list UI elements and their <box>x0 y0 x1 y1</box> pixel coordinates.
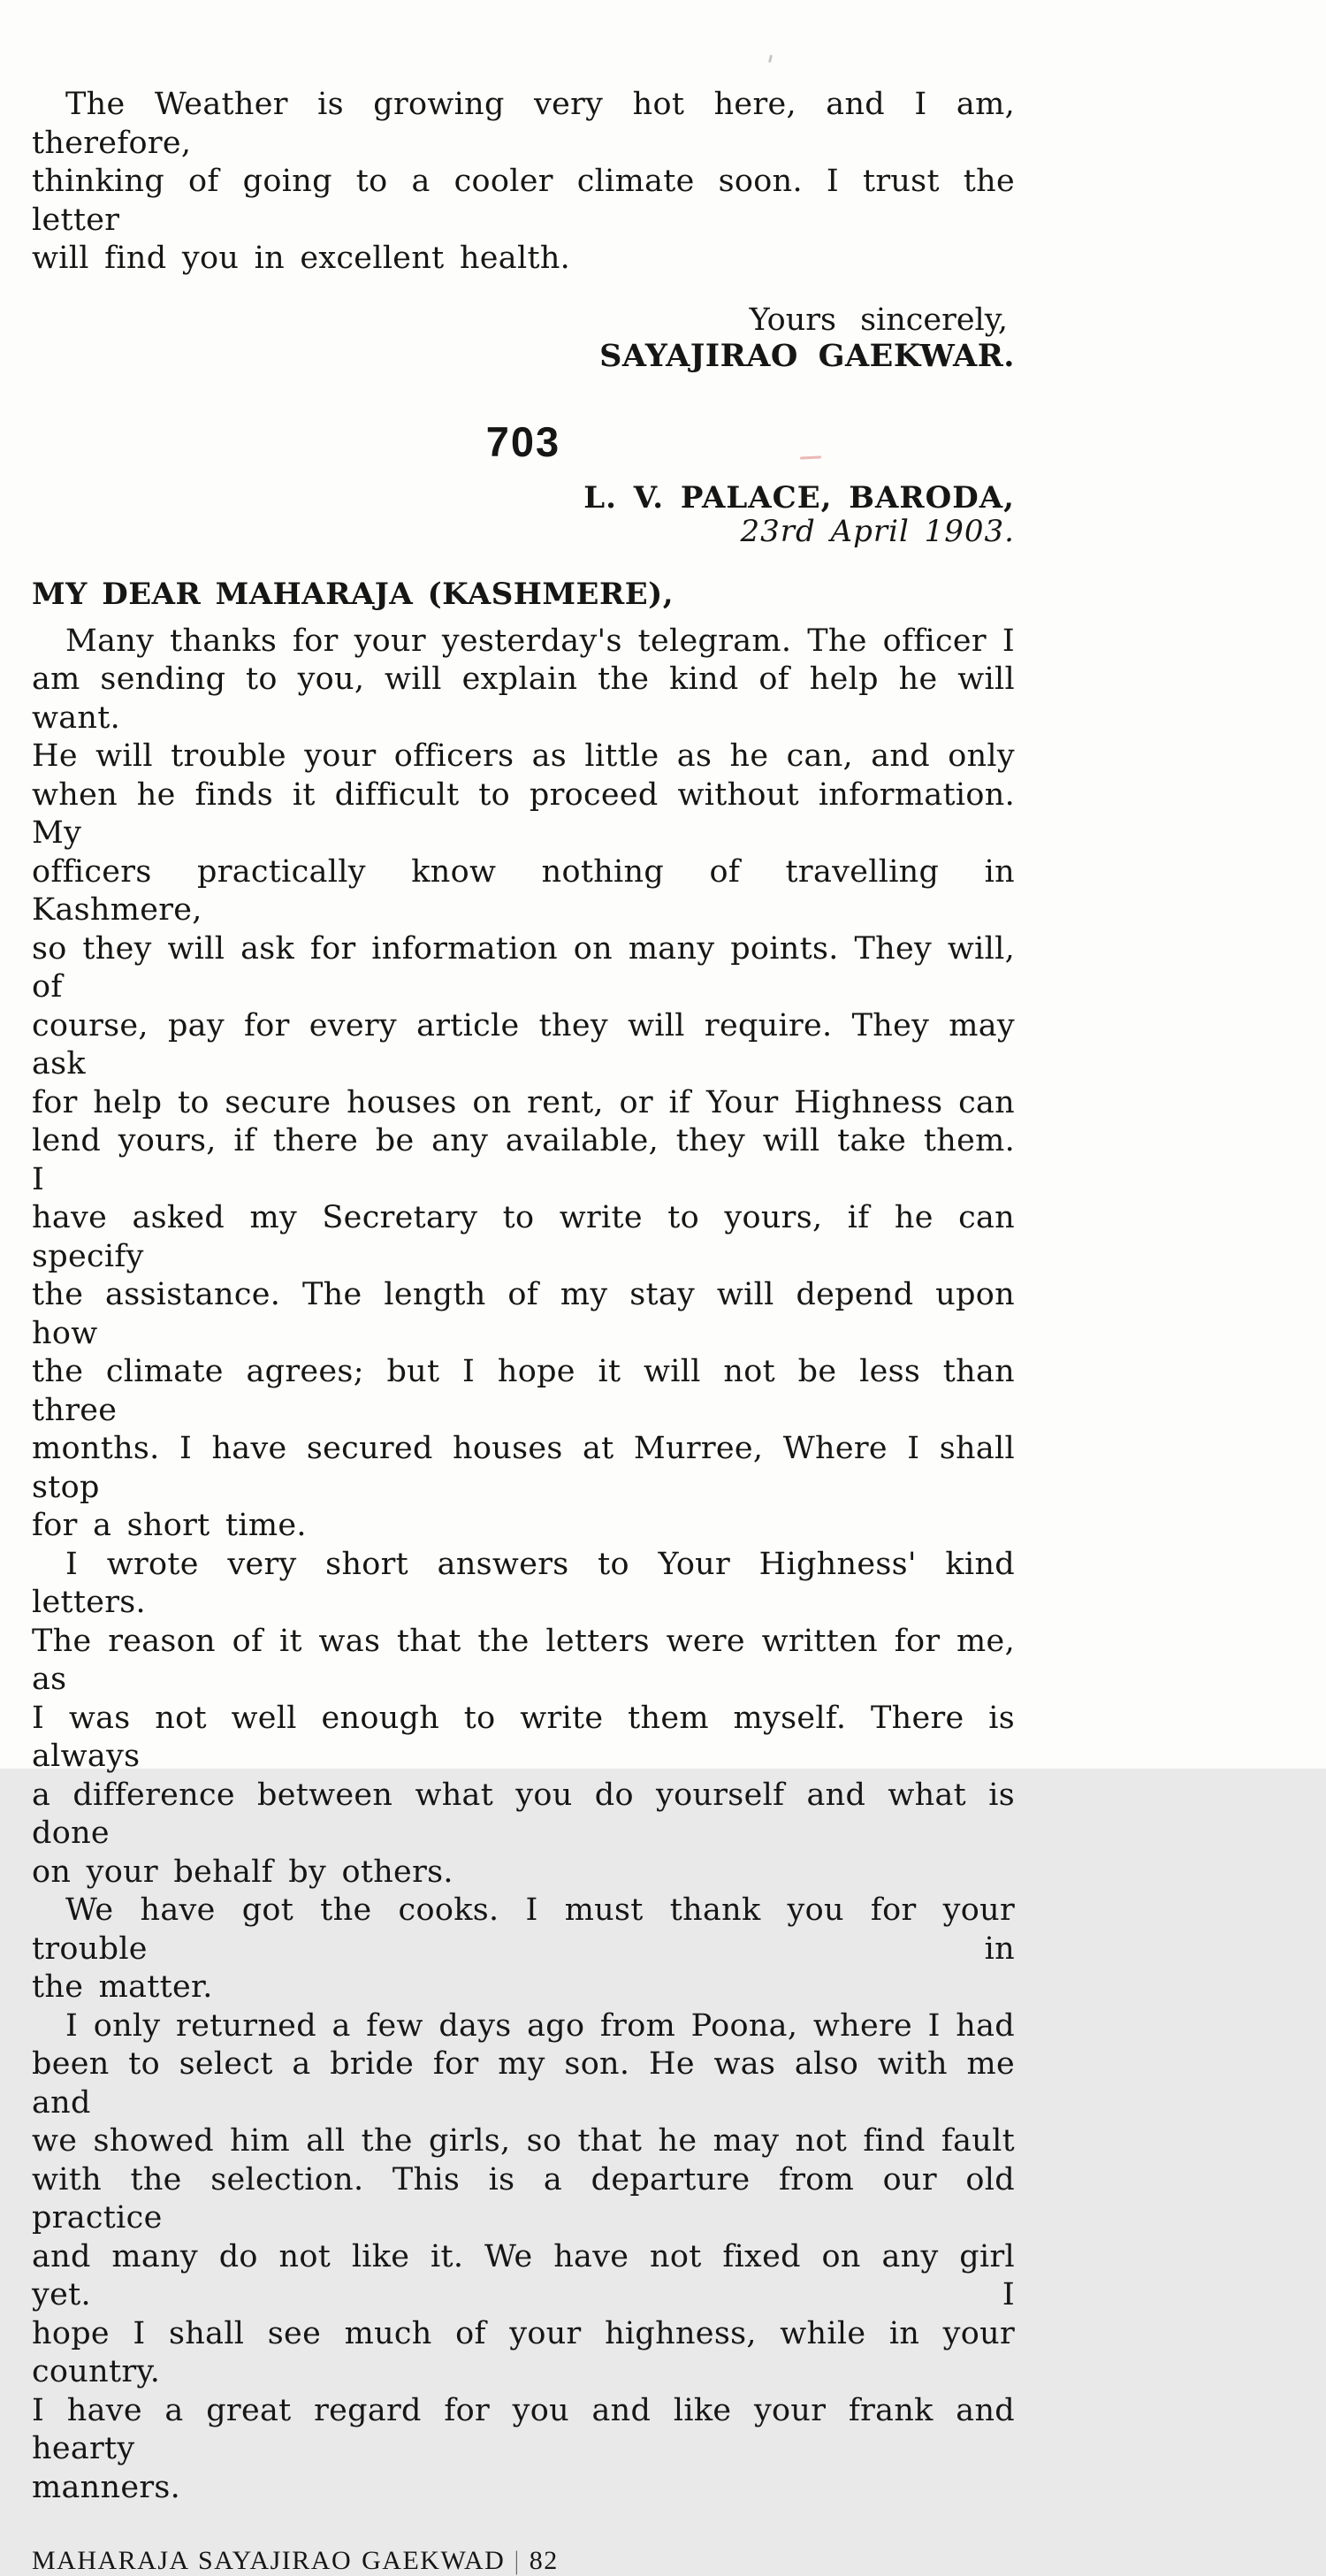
date-line: 23rd April 1903. <box>740 513 1015 549</box>
text-line: Many thanks for your yesterday's telegram. The officer I <box>65 623 1015 659</box>
text-line: have asked my Secretary to write to yours, if he can specify <box>32 1200 1015 1274</box>
text-line: the assistance. The length of my stay will depend upon how <box>32 1277 1015 1351</box>
text-block <box>32 0 1015 2576</box>
page-number: 82 <box>529 2546 559 2575</box>
text-line: I was not well enough to write them myself. There is always <box>32 1700 1015 1774</box>
text-line: with the selection. This is a departure from our old practice <box>32 2161 1015 2236</box>
text-line: for a short time. <box>32 1508 307 1543</box>
text-line: I wrote very short answers to Your Highness' kind letters. <box>32 1546 1015 1620</box>
letter-body <box>32 623 1015 2508</box>
text-line: the climate agrees; but I hope it will not be less than three <box>32 1354 1015 1428</box>
text-line: the matter. <box>32 1969 213 2005</box>
text-line: when he finds it difficult to proceed without information. My <box>32 776 1015 851</box>
text-line: We have got the cooks. I must thank you for your trouble in <box>32 1892 1015 1967</box>
salutation-line: MY DEAR MAHARAJA (KASHMERE), <box>32 576 674 612</box>
text-line: we showed him all the girls, so that he may not find fault <box>32 2123 1015 2159</box>
text-line: hope I shall see much of your highness, while in your country. <box>32 2315 1015 2389</box>
place-line: L. V. PALACE, BARODA, <box>583 479 1015 516</box>
text-line: and many do not like it. We have not fixed on any girl yet. I <box>32 2238 1015 2312</box>
text-line: I only returned a few days ago from Poona, where I had <box>65 2007 1015 2044</box>
text-line: thinking of going to a cooler climate soon. I trust the letter <box>32 164 1015 238</box>
text-line: The reason of it was that the letters were written for me, as <box>32 1623 1015 1697</box>
text-line: am sending to you, will explain the kind of help he will want. <box>32 661 1015 736</box>
text-line: course, pay for every article they will require. They may ask <box>32 1007 1015 1082</box>
signature-line: SAYAJIRAO GAEKWAR. <box>599 337 1015 374</box>
book-title: MAHARAJA SAYAJIRAO GAEKWAD <box>32 2546 506 2575</box>
text-line: months. I have secured houses at Murree, Where I shall stop <box>32 1431 1015 1505</box>
body-paragraph <box>32 1892 1015 2007</box>
text-line: I have a great regard for you and like your frank and hearty <box>32 2392 1015 2466</box>
continuation-paragraph <box>32 86 1015 279</box>
text-line: on your behalf by others. <box>32 1854 453 1890</box>
body-paragraph <box>32 1546 1015 1892</box>
text-line: will find you in excellent health. <box>32 241 571 276</box>
text-line: officers practically know nothing of travelling in Kashmere, <box>32 853 1015 928</box>
page-footer <box>32 2546 1015 2576</box>
footer-separator: | <box>514 2546 520 2575</box>
body-paragraph <box>32 2007 1015 2508</box>
text-line: been to select a bride for my son. He was also with me and <box>32 2046 1015 2121</box>
text-line: a difference between what you do yourself and what is done <box>32 1777 1015 1851</box>
body-paragraph <box>32 623 1015 1546</box>
text-line: for help to secure houses on rent, or if Your Highness can <box>32 1084 1015 1120</box>
entry-number-heading: 703 <box>485 417 561 465</box>
text-line: The Weather is growing very hot here, and I am, therefore, <box>32 87 1015 161</box>
text-line: so they will ask for information on many points. They will, of <box>32 930 1015 1005</box>
text-line: manners. <box>32 2469 181 2505</box>
text-line: lend yours, if there be any available, they will take them. I <box>32 1123 1015 1197</box>
text-line: He will trouble your officers as little as he can, and only <box>32 738 1015 774</box>
closing-line: Yours sincerely, <box>749 302 1008 338</box>
